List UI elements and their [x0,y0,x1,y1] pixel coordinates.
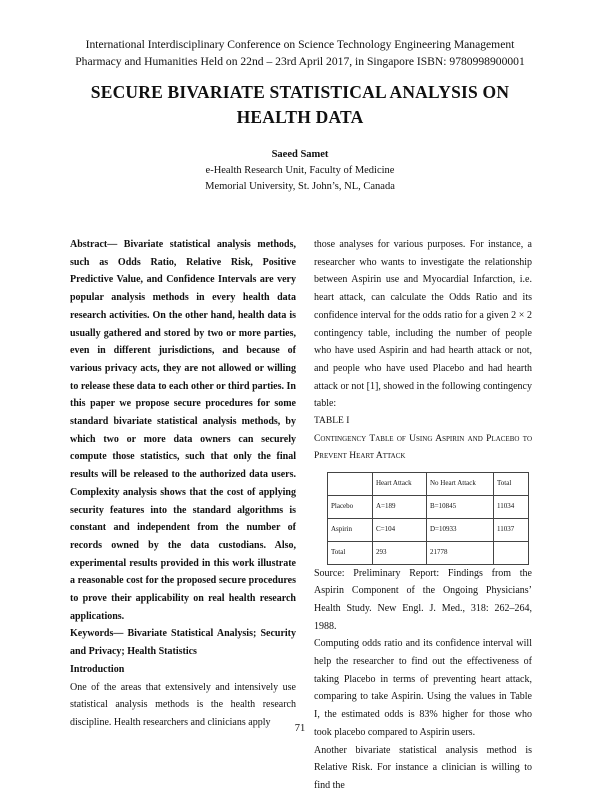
paragraph-1: those analyses for various purposes. For instance, a researcher who wants to investigate the relationship between Aspirin use and Myocardial Infarction, i.e. heart attack, can calculate the Odds Ratio and its confidence interval for the odds ratio for a given 2 × 2 contingency table, including the number of people who have used Aspirin and had hearth attack or not, and people who have used Placebo and had hearth attack or not [1], showed in the following contingency table: [314,239,532,410]
table-cell: Placebo [328,495,373,518]
table-caption-wrap [314,431,532,466]
author-name: Saeed Samet [271,149,329,160]
title-line-1: SECURE BIVARIATE STATISTICAL ANALYSIS ON [90,82,510,102]
paragraph-2: Computing odds ratio and its confidence interval will help the researcher to find out the effectiveness of taking Placebo in terms of preventing heart attack, comparing to take Aspirin. Using the values in Table I, the estimated odds is 83% higher for those who took placebo compared to Aspirin users. [314,638,532,738]
abstract: Abstract— Bivariate statistical analysis methods, such as Odds Ratio, Relative Risk, Positive Predictive Value, and Confidence Intervals are very popular analysis methods in every health data research activities. On the other hand, health data is usually gathered and stored by two or more parties, even in different jurisdictions, and because of various privacy acts, they are not allowed or willing to release these data to each other or third parties. In this paper we propose secure procedures for some standard bivariate statistical analysis methods, by which two or more data owners can securely compute those statistics, such that only the final results will be released to the authorized data users. Complexity analysis shows that the cost of applying security features into the standard algorithms is constant and independent from the number of records owned by the data custodians. Also, experimental results provided in this work illustrate a reasonable cost for the proposed secure procedures to prove their applicability on real health research applications. [70,239,296,622]
table-cell: 293 [373,541,427,564]
author-unit: e-Health Research Unit, Faculty of Medicine [205,165,395,176]
header-line-2: Pharmacy and Humanities Held on 22nd – 23rd April 2017, in Singapore ISBN: 9780998900001 [75,55,525,68]
introduction-text: One of the areas that extensively and intensively use statistical analysis methods is the health research discipline. Health researchers and clinicians apply [70,681,296,728]
author-block [0,147,600,195]
author-university: Memorial University, St. John’s, NL, Canada [205,181,395,192]
table-caption: Contingency Table of Using Aspirin and Placebo to Prevent Heart Attack [314,433,532,462]
table-row [328,541,529,564]
table-header-row [328,472,529,495]
table-cell: Total [494,472,529,495]
table-cell: Heart Attack [373,472,427,495]
table-cell: Aspirin [328,518,373,541]
table-row [328,518,529,541]
conference-header [40,36,560,70]
keywords: Keywords— Bivariate Statistical Analysis; Security and Privacy; Health Statistics [70,628,296,658]
table-cell: A=189 [373,495,427,518]
table-cell: D=10933 [427,518,494,541]
table-cell: 21778 [427,541,494,564]
table-cell: No Heart Attack [427,472,494,495]
table-label: TABLE I [314,416,350,427]
table-row [328,495,529,518]
table-cell [494,541,529,564]
right-column [314,236,532,795]
paragraph-3: Another bivariate statistical analysis method is Relative Risk. For instance a clinician is willing to find the [314,744,532,791]
table-cell: 11034 [494,495,529,518]
paper-title [60,80,540,130]
table-cell: Total [328,541,373,564]
table-cell: C=104 [373,518,427,541]
introduction-heading: Introduction [70,663,125,675]
page-number: 71 [294,723,306,734]
table-cell [328,472,373,495]
table-cell: B=10845 [427,495,494,518]
left-column [70,236,296,732]
title-line-2: HEALTH DATA [236,107,364,127]
table-source: Source: Preliminary Report: Findings from the Aspirin Component of the Ongoing Physicians’ Health Study. New Engl. J. Med., 318: 262–264, 1988. [314,567,532,632]
table-cell: 11037 [494,518,529,541]
contingency-table [327,472,529,565]
header-line-1: International Interdisciplinary Conference on Science Technology Engineering Management [85,38,515,51]
